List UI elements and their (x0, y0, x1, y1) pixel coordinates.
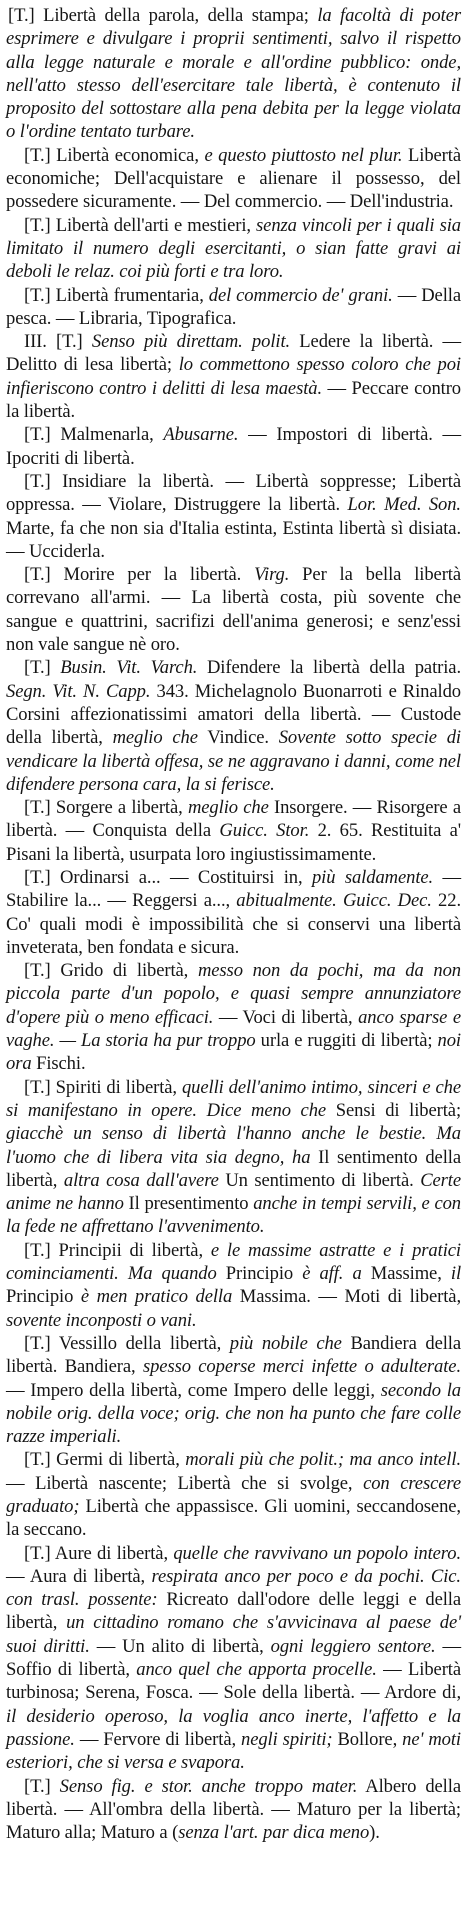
entry-paragraph (6, 144, 461, 214)
entry-text: Il presentimento (123, 1193, 254, 1215)
entry-text: — Libertà turbinosa; Serena, Fosca. — Sole della libertà. — Ardore di, (6, 1659, 461, 1704)
entry-text: [T.] Ordinarsi a... — Costituirsi in, (24, 866, 312, 888)
italic-gloss: meglio che (112, 727, 198, 749)
entry-text: [T.] Spiriti di libertà, (24, 1076, 182, 1098)
italic-gloss: secondo la nobile orig. della voce; orig. che non ha punto che fare colle razze imperiali. (6, 1379, 461, 1448)
entry-text: Bandiera della libertà. Bandiera, (6, 1332, 462, 1378)
italic-gloss: e questo piuttosto nel plur. (204, 144, 403, 166)
entry-text: Massima. — Moti di libertà, (232, 1286, 462, 1308)
entry-text: Per la bella libertà correvano all'armi. — La libertà costa, più sovente che sangue e quattrini, sacrifizi dell'anima generosi; e senz'essi non vale sangue nè oro. (6, 564, 462, 656)
italic-gloss: Lor. Med. Son. (347, 494, 461, 516)
italic-gloss: senza vincoli per i quali sia limitato il numero degli esercitanti, o sian fatte gravi ai deboli le relaz. coi più forti e tra loro. (6, 214, 461, 283)
entry-text: [T.] Germi di libertà, (24, 1449, 186, 1471)
entry-text: [T.] Vessillo della libertà, (24, 1332, 230, 1354)
entry-text: Sensi di libertà; (326, 1099, 462, 1121)
italic-gloss: quelli dell'animo intimo, sinceri e che si manifestano in opere. Dice meno che (6, 1076, 461, 1121)
italic-gloss: più saldamente. (311, 866, 434, 888)
italic-gloss: noi ora (6, 1030, 461, 1075)
entry-paragraph (6, 1448, 461, 1541)
italic-gloss: e le massime astratte e i pratici cominciamenti. Ma quando (6, 1239, 461, 1285)
entry-text: [T.] Malmenarla, (24, 424, 164, 446)
italic-gloss: sovente inconposti o vani. (6, 1309, 197, 1331)
entry-text: [T.] Insidiare la libertà. — Libertà soppresse; Libertà oppressa. — Violare, Distruggere la libertà. (6, 470, 461, 516)
entry-text: Il sentimento della libertà, (6, 1146, 461, 1191)
entry-text: Fischi. (31, 1053, 86, 1075)
entry-text: Ledere la libertà. — Delitto di lesa libertà; (6, 331, 461, 376)
italic-gloss: Segn. Vit. N. Capp. (6, 680, 151, 702)
entry-paragraph (6, 214, 461, 284)
entry-paragraph (6, 423, 461, 470)
entry-text: — Stabilire la... — Reggersi a..., (6, 866, 462, 912)
entry-text: Principio (216, 1263, 303, 1285)
italic-gloss: con crescere graduato; (6, 1472, 461, 1517)
entry-text: III. [T.] (24, 331, 92, 353)
entry-text: — Voci di libertà, (213, 1006, 359, 1028)
entry-text: Principio (6, 1286, 81, 1308)
entry-text: 343. Michelagnolo Buonarroti e Rinaldo Corsini affezionatissimi amatori della libertà. — Custode della libertà, (6, 680, 461, 749)
italic-gloss: Sovente sotto specie di vendicare la libertà offesa, se ne aggravano i danni, come nel difendere persona cara, la si ferisce. (6, 727, 461, 795)
entry-text: [T.] Libertà della parola, della stampa; (8, 5, 318, 26)
italic-gloss: la facoltà di poter esprimere e divulgare i proprii sentimenti, salvo il rispetto alla legge naturale e morale e all'ordine pubblico: onde, nell'atto stesso dell'esercitare tale libertà, è contenuto il proposito del sottostare alla pena debita per la legge violata o l'ordine tentato turbare. (6, 5, 461, 143)
entry-paragraph (6, 1775, 461, 1845)
italic-gloss: Senso più direttam. polit. (91, 331, 291, 353)
italic-gloss: senza l'art. par dica meno (178, 1822, 370, 1844)
entry-text: [T.] Aure di libertà, (24, 1542, 174, 1564)
entry-text: 2. 65. Restituita a' Pisani la libertà, usurpata loro ingiustissimamente. (6, 820, 461, 865)
italic-gloss: Guicc. Stor. (219, 820, 310, 842)
italic-gloss: anco sparse e vaghe. — La storia ha pur troppo (6, 1006, 461, 1052)
entry-text: Difendere la libertà della patria. (197, 657, 461, 679)
entry-text: [T.] Libertà frumentaria, (24, 284, 209, 306)
italic-gloss: Senso fig. e stor. anche troppo mater. (59, 1775, 358, 1797)
entry-paragraph (6, 959, 461, 1075)
italic-gloss: giacchè un senso di libertà l'hanno anche le bestie. Ma l'uomo che di libera vita sia degno, ha (6, 1123, 461, 1168)
entry-text: Albero della libertà. — All'ombra della libertà. — Maturo per la libertà; Maturo alla; Maturo a ( (6, 1775, 461, 1844)
italic-gloss: negli spiriti; (241, 1728, 333, 1750)
entry-text: Libertà economiche; Dell'acquistare e alienare il possesso, del possedere sicuramente. — Del commercio. — Dell'industria. (6, 144, 461, 213)
entry-text: [T.] Grido di libertà, (24, 960, 198, 982)
entry-text: Un sentimento di libertà. (218, 1169, 421, 1191)
entry-text: urla e ruggiti di libertà; (255, 1030, 438, 1052)
italic-gloss: più nobile che (229, 1332, 342, 1354)
entry-paragraph (6, 866, 461, 959)
italic-gloss: morali più che polit.; ma anco intell. (185, 1449, 461, 1471)
entry-paragraph (6, 1239, 461, 1332)
italic-gloss: il (450, 1263, 462, 1285)
entry-text: — Libertà nascente; Libertà che si svolge, (6, 1472, 364, 1494)
italic-gloss: anco quel che apporta procelle. (136, 1659, 377, 1681)
entry-paragraph (6, 284, 461, 331)
entry-text: — Impero della libertà, come Impero delle leggi, (6, 1379, 381, 1401)
entry-text: [T.] (24, 657, 61, 679)
entry-paragraph (6, 656, 461, 796)
entry-text: [T.] Libertà dell'arti e mestieri, (24, 214, 257, 236)
entry-text: Ricreato dall'odore delle leggi e della libertà, (6, 1589, 462, 1634)
italic-gloss: lo commettono spesso coloro che poi infieriscono contro i delitti di lesa maestà. (6, 354, 461, 399)
italic-gloss: Virg. (254, 564, 290, 586)
entry-text: [T.] Sorgere a libertà, (24, 797, 188, 819)
italic-gloss: ogni leggiero sentore. (270, 1635, 436, 1657)
italic-gloss: messo non da pochi, ma da non piccola parte d'un popolo, e quasi sempre annunziatore d'opere più o meno efficaci. (6, 960, 461, 1028)
entry-text: — Della pesca. — Libraria, Tipografica. (6, 284, 461, 329)
entry-paragraph (6, 1542, 461, 1775)
italic-gloss: quelle che ravvivano un popolo intero. (173, 1542, 462, 1564)
italic-gloss: ne' moti esteriori, che si versa e svapora. (6, 1728, 461, 1774)
entry-text: Bollore, (332, 1728, 403, 1750)
italic-gloss: meglio che (187, 797, 269, 819)
entry-text: ). (369, 1822, 380, 1844)
entry-text: — Aura di libertà, (6, 1565, 152, 1587)
entry-text: — Impostori di libertà. — Ipocriti di libertà. (6, 424, 461, 469)
dictionary-page (6, 4, 461, 1903)
entry-paragraph (6, 563, 461, 656)
italic-gloss: Abusarne. (163, 424, 239, 446)
entry-text: — Soffio di libertà, (6, 1635, 462, 1681)
italic-gloss: del commercio de' grani. (208, 284, 393, 306)
entry-paragraph (6, 1076, 461, 1239)
entry-text: [T.] Morire per la libertà. (24, 564, 255, 586)
entry-text: Vindice. (197, 727, 279, 749)
entry-paragraph (6, 330, 461, 423)
entry-text: [T.] Principii di libertà, (24, 1239, 211, 1261)
italic-gloss: un cittadino romano che s'avvicinava al paese de' suoi diritti. (6, 1612, 461, 1657)
italic-gloss: Certe anime ne hanno (6, 1169, 461, 1215)
italic-gloss: il desiderio operoso, la voglia anco inerte, l'affetto e la passione. (6, 1705, 461, 1750)
entry-text: — Fervore di libertà, (74, 1728, 242, 1750)
entry-text: — Peccare contro la libertà. (6, 377, 462, 423)
italic-gloss: spesso coperse merci infette o adulterate. (142, 1356, 461, 1378)
entry-text: [T.] (24, 1775, 60, 1797)
italic-gloss: respirata anco per poco e da pochi. Cic. con trasl. possente: (6, 1565, 461, 1611)
italic-gloss: anche in tempi servili, e con la fede ne affrettano l'avvenimento. (6, 1193, 461, 1238)
entry-text: Libertà che appassisce. Gli uomini, seccandosene, la seccano. (6, 1496, 461, 1541)
italic-gloss: Busin. Vit. Varch. (60, 657, 198, 679)
italic-gloss: è men pratico della (80, 1286, 233, 1308)
entry-text: 22. Co' quali modi è impossibilità che si conservi una libertà inveterata, ben fondata e sicura. (6, 890, 461, 958)
entry-paragraph (6, 796, 461, 866)
entry-text: Insorgere. — Risorgere a libertà. — Conquista della (6, 797, 462, 842)
italic-gloss: abitualmente. Guicc. Dec. (236, 890, 432, 912)
italic-gloss: altra cosa dall'avere (63, 1169, 219, 1191)
entry-text: Marte, fa che non sia d'Italia estinta, Estinta libertà sì disiata. — Ucciderla. (6, 517, 461, 562)
entry-text: [T.] Libertà economica, (24, 144, 205, 166)
entry-text: Massime, (361, 1263, 451, 1285)
italic-gloss: è aff. a (302, 1263, 362, 1285)
entry-paragraph (6, 4, 461, 144)
entry-text: — Un alito di libertà, (89, 1635, 271, 1657)
entry-paragraph (6, 1332, 461, 1448)
entry-paragraph (6, 470, 461, 563)
